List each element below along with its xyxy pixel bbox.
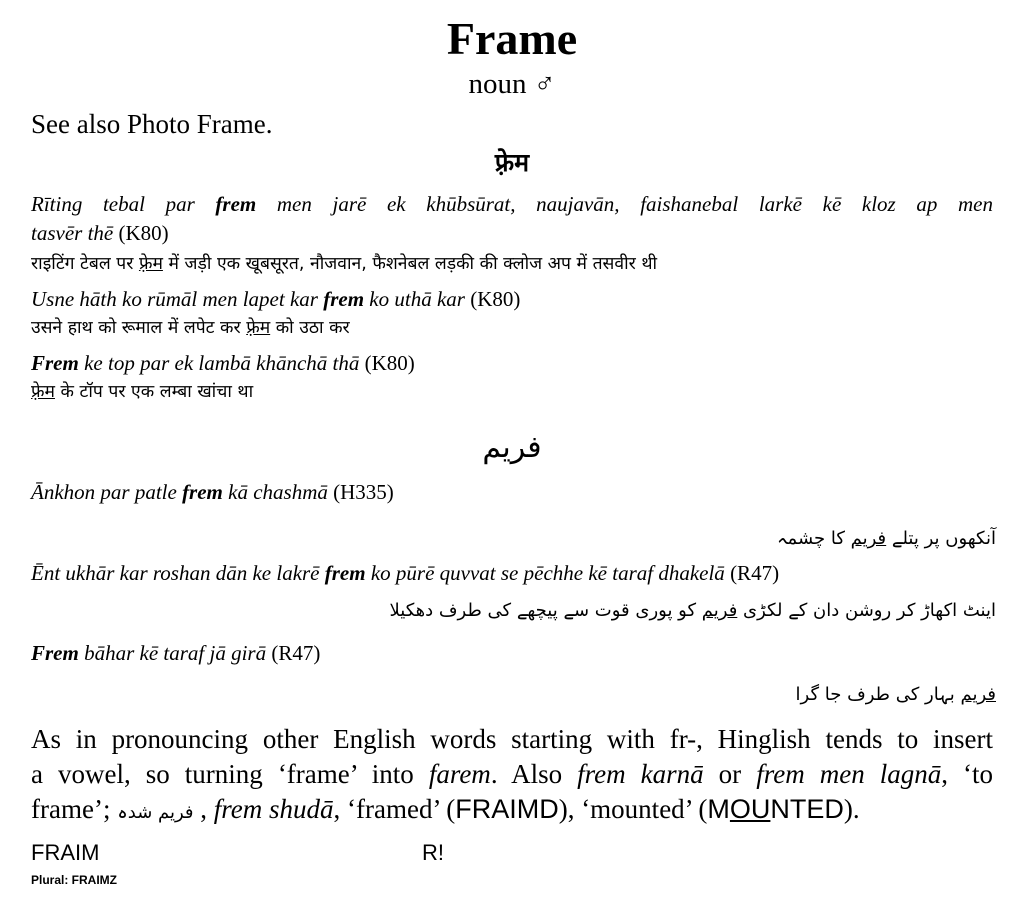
- devanagari-text: के टॉप पर एक लम्बा खांचा था: [54, 382, 254, 402]
- term-frem: frem: [324, 561, 366, 585]
- source-ref: (K80): [464, 287, 521, 311]
- translit-text: bāhar kē taraf jā girā: [78, 641, 267, 665]
- word-code: FRAIM: [31, 840, 100, 865]
- note-term: frem men lagnā: [756, 759, 942, 789]
- devanagari-text: उसने हाथ को रूमाल में लपेट कर: [31, 318, 247, 338]
- translit-text: tasvēr thē: [31, 221, 114, 245]
- translit-text: Ānkhon par patle: [31, 480, 183, 504]
- note-text: . Also: [490, 759, 578, 789]
- note-text: frame’;: [31, 794, 118, 824]
- urdu-text: بہار کی طرف جا گرا: [795, 684, 961, 705]
- devanagari-text: में जड़ी एक खूबसूरत, नौजवान, फैशनेबल लड़की की क्लोज अप में तसवीर थी: [162, 254, 658, 274]
- translit-text: Ēnt ukhār kar roshan dān ke lakrē: [31, 561, 325, 585]
- note-text: ,: [193, 794, 214, 824]
- source-ref: (R47): [724, 561, 780, 585]
- example-urdu-3: [796, 682, 996, 708]
- devanagari-text: को उठा कर: [270, 318, 350, 338]
- urdu-heading: فریم: [482, 430, 542, 465]
- translit-text: ke top par ek lambā khānchā thā: [78, 351, 360, 375]
- note-text: or: [703, 759, 757, 789]
- term-underlined: فریم: [850, 528, 887, 549]
- rating-code: R!: [422, 840, 444, 865]
- devanagari-heading: फ़्रेम: [494, 148, 530, 177]
- source-ref: (K80): [113, 221, 169, 245]
- note-text: ).: [843, 794, 860, 824]
- plural-code: Plural: FRAIMZ: [31, 873, 117, 887]
- example-translit-5: [31, 560, 779, 586]
- note-text: , ‘framed’ (: [333, 794, 456, 824]
- term-frem: frem: [215, 192, 257, 216]
- note-text: a vowel, so turning ‘frame’ into: [31, 759, 429, 789]
- source-ref: (K80): [359, 351, 415, 375]
- devanagari-text: राइटिंग टेबल पर: [31, 254, 139, 274]
- translit-text: Rīting tebal par: [31, 192, 216, 216]
- note-text: ), ‘mounted’ (: [558, 794, 708, 824]
- example-urdu-2: [390, 598, 996, 624]
- example-translit-1-cont: [31, 220, 169, 246]
- urdu-text: اینٹ اکھاڑ کر روشن دان کے لکڑی: [737, 600, 996, 621]
- translit-text: kā chashmā: [222, 480, 328, 504]
- note-code: FRAIMD: [455, 794, 559, 824]
- example-translit-1: [31, 191, 993, 217]
- usage-note-line-2: [31, 757, 993, 792]
- term-frem: frem: [323, 287, 365, 311]
- see-also-note: See also Photo Frame.: [31, 109, 273, 139]
- note-urdu-term: فریم شدہ: [117, 802, 194, 823]
- note-term: frem karnā: [577, 759, 704, 789]
- part-of-speech: noun ♂: [468, 68, 556, 100]
- translit-text: men jarē ek khūbsūrat, naujavān, faishanebal larkē kē kloz ap men: [256, 192, 993, 216]
- example-devanagari-1: [31, 252, 657, 276]
- headword: Frame: [446, 13, 578, 64]
- example-translit-2: [31, 286, 520, 312]
- translit-text: Usne hāth ko rūmāl men lapet kar: [31, 287, 324, 311]
- translit-text: ko uthā kar: [364, 287, 465, 311]
- source-ref: (R47): [266, 641, 321, 665]
- term-underlined: फ़्रेम: [138, 254, 163, 274]
- translit-text: ko pūrē quvvat se pēchhe kē taraf dhakelā: [365, 561, 725, 585]
- urdu-text: کو پوری قوت سے پیچھے کی طرف دھکیلا: [389, 600, 702, 621]
- usage-note-line-1: As in pronouncing other English words starting with fr-, Hinglish tends to insert: [31, 724, 993, 754]
- term-frem: Frem: [31, 351, 79, 375]
- example-translit-4: [31, 479, 394, 505]
- note-text: , ‘to: [941, 759, 994, 789]
- example-devanagari-2: [31, 316, 350, 340]
- term-underlined: فریم: [701, 600, 738, 621]
- note-term: frem shudā: [213, 794, 334, 824]
- example-translit-6: [31, 640, 320, 666]
- term-underlined: فریم: [960, 684, 996, 705]
- urdu-text: کا چشمہ: [777, 528, 851, 549]
- source-ref: (H335): [327, 480, 394, 504]
- example-devanagari-3: [31, 380, 253, 404]
- note-term: farem: [428, 759, 491, 789]
- term-underlined: फ़्रेम: [31, 382, 55, 402]
- term-frem: frem: [182, 480, 223, 504]
- example-translit-3: [31, 350, 415, 376]
- example-urdu-1: [777, 526, 996, 552]
- term-frem: Frem: [31, 641, 79, 665]
- usage-note-line-3: [31, 792, 993, 827]
- urdu-text: آنکھوں پر پتلے: [886, 528, 996, 549]
- term-underlined: फ़्रेम: [246, 318, 271, 338]
- note-code: MOUNTED: [707, 794, 844, 824]
- usage-note: [31, 722, 993, 827]
